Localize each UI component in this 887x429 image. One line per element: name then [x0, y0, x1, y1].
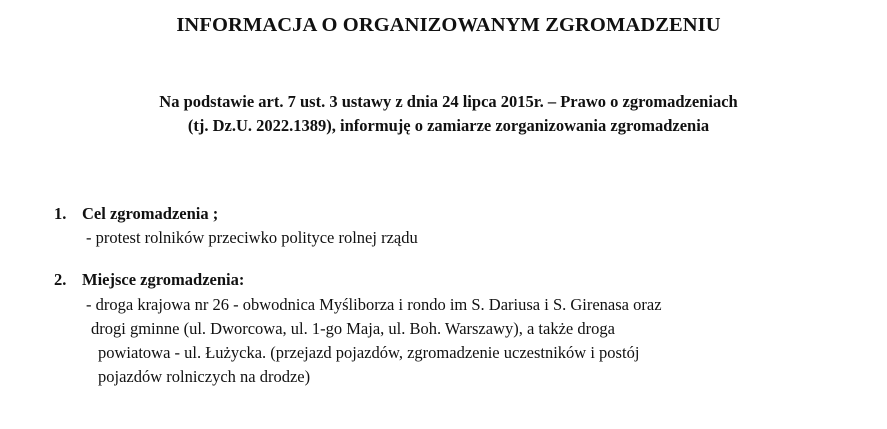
item-2-line-2: drogi gminne (ul. Dworcowa, ul. 1-go Maja, ul. Boh. Warszawy), a także droga [91, 319, 615, 338]
intro-line-2: (tj. Dz.U. 2022.1389), informuję o zamiarze zorganizowania zgromadzenia [187, 116, 710, 135]
item-1-heading: Cel zgromadzenia ; [82, 204, 219, 223]
intro-line-1: Na podstawie art. 7 ust. 3 ustawy z dnia 24 lipca 2015r. – Prawo o zgromadzeniach [159, 92, 738, 111]
item-1-number: 1. [54, 204, 67, 223]
item-1-line-1: - protest rolników przeciwko polityce rolnej rządu [86, 228, 418, 247]
document-title: INFORMACJA O ORGANIZOWANYM ZGROMADZENIU [176, 14, 721, 36]
item-2-heading: Miejsce zgromadzenia: [82, 270, 245, 289]
item-2-line-4: pojazdów rolniczych na drodze) [98, 367, 311, 386]
item-2-line-3: powiatowa - ul. Łużycka. (przejazd pojazdów, zgromadzenie uczestników i postój [98, 343, 640, 362]
item-2-number: 2. [54, 270, 67, 289]
item-2-line-1: - droga krajowa nr 26 - obwodnica Myśliborza i rondo im S. Dariusa i S. Girenasa oraz [86, 295, 662, 314]
